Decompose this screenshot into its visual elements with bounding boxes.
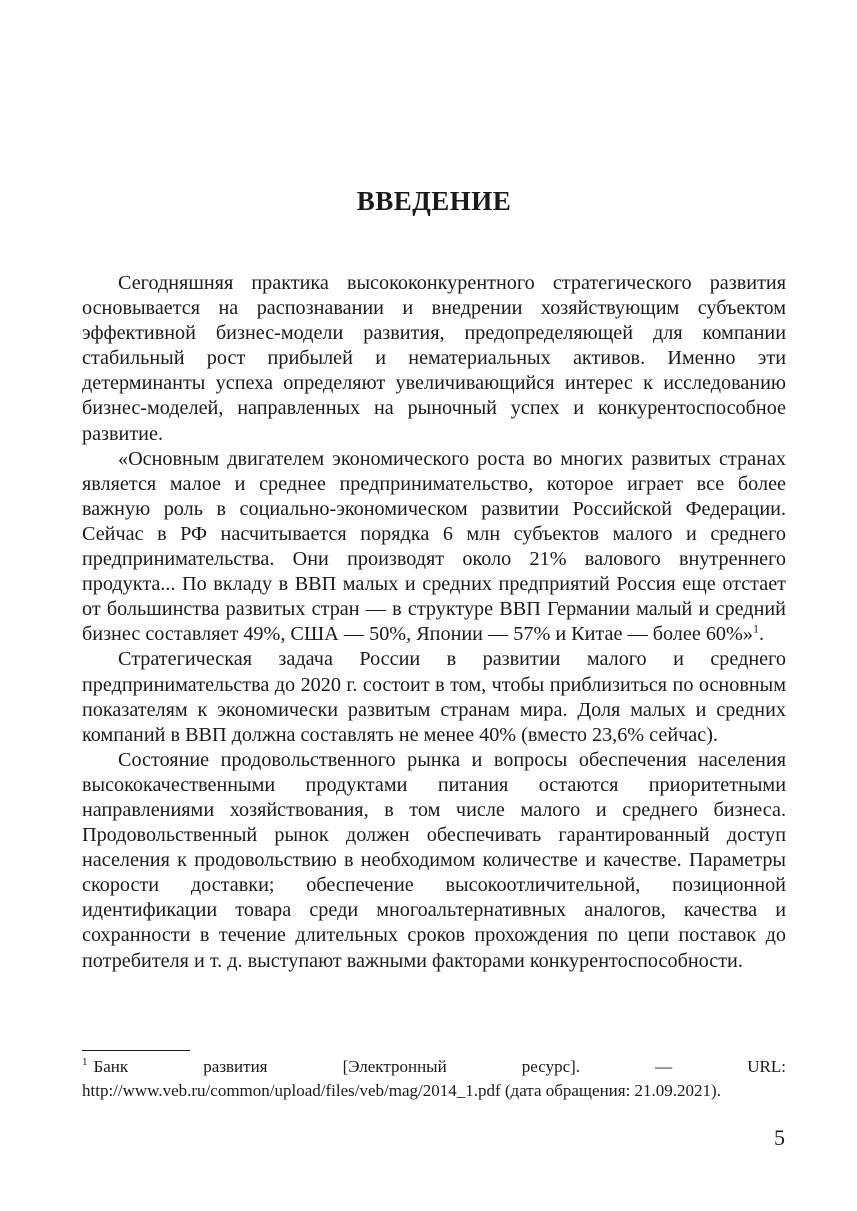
paragraph: Стратегическая задача России в развитии малого и среднего предпринимательства до 2020 г. состоит в том, чтобы приблизиться по основным показателям к экономически развитым странам мира. Доля малых и средних компаний в ВВП должна составлять не менее 40% (вместо 23,6% сейчас).: [82, 648, 786, 746]
paragraph: Состояние продовольственного рынка и вопросы обеспечения населения высококачественными продуктами питания остаются приоритетными направлениями хозяйствования, в том числе малого и среднего бизнеса. Продовольственный рынок должен обеспечивать гарантированный доступ населения к продовольствию в необходимом количестве и качестве. Параметры скорости доставки; обеспечение высокоотличительной, позиционной идентификации товара среди многоальтернативных аналогов, качества и сохранности в течение длительных сроков прохождения по цепи поставок до потребителя и т. д. выступают важными факторами конкурентоспособности.: [82, 748, 786, 972]
main-text: [82, 271, 786, 974]
paragraph-quote-text: «Основным двигателем экономического роста во многих развитых странах является малое и среднее предпринимательство, которое играет все более важную роль в социально-экономическом развитии Российской Федерации. Сейчас в РФ насчитывается порядка 6 млн субъектов малого и среднего предпринимательства. Они производят около 21% валового внутреннего продукта... По вкладу в ВВП малых и средних предприятий Россия еще отстает от большинства развитых стран — в структуре ВВП Германии малый и средний бизнес составляет 49%, США — 50%, Японии — 57% и Китае — более 60%»: [82, 447, 786, 646]
paragraph: Сегодняшняя практика высококонкурентного стратегического развития основывается на распознавании и внедрении хозяйствующим субъектом эффективной бизнес-модели развития, предопределяющей для компании стабильный рост прибылей и нематериальных активов. Именно эти детерминанты успеха определяют увеличивающийся интерес к исследованию бизнес-моделей, направленных на рыночный успех и конкурентоспособное развитие.: [82, 272, 786, 445]
paragraph-quote: [82, 447, 786, 648]
footnote-text: Банк развития [Электронный ресурс]. — URL: http://www.veb.ru/common/upload/files/veb/mag/2014_1.pdf (дата обращения: 21.09.2021).: [82, 1057, 786, 1100]
footnote-reference[interactable]: 1: [752, 621, 759, 636]
footnote-mark: 1: [82, 1056, 88, 1069]
footnote-separator: [82, 1050, 190, 1051]
chapter-title: ВВЕДЕНИЕ: [356, 186, 512, 216]
paragraph-quote-end: .: [758, 623, 764, 646]
page-number: 5: [774, 1125, 785, 1150]
footnote: [82, 1055, 786, 1103]
